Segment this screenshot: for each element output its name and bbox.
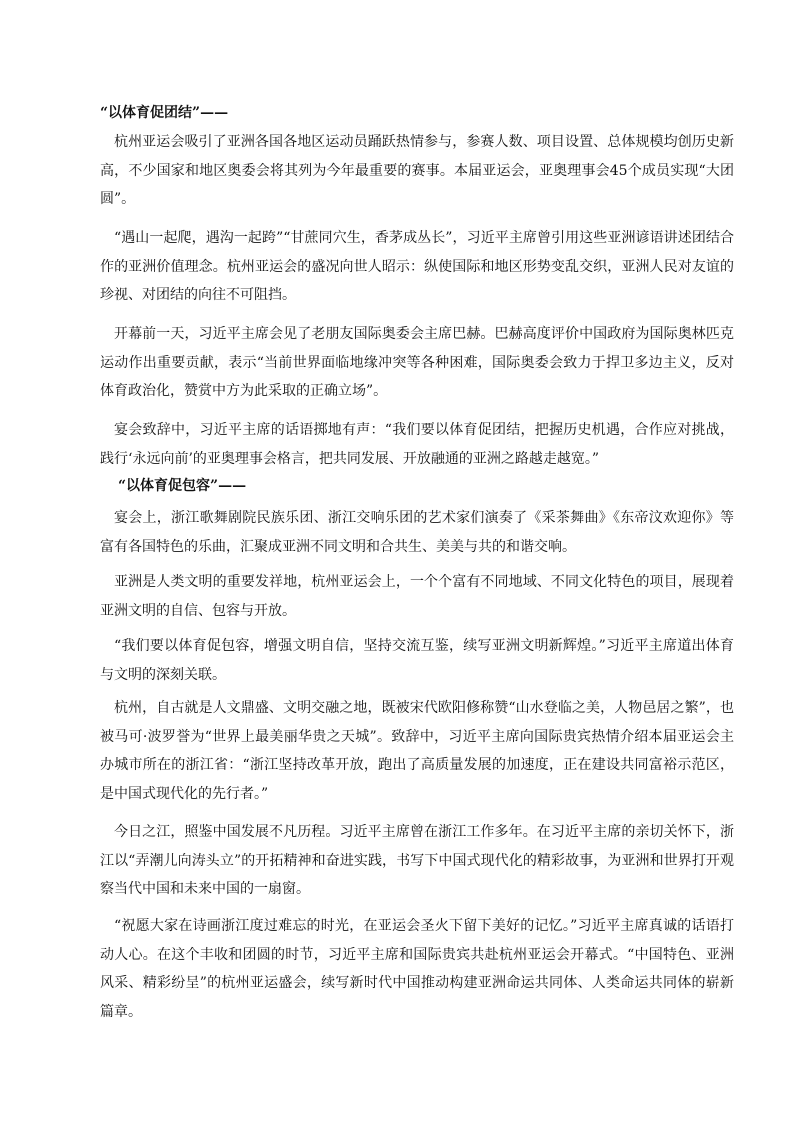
paragraph-sport-and-civilization: “我们要以体育促包容，增强文明自信，坚持交流互鉴，续写亚洲文明新辉煌。”习近平主席道出体育与文明的深刻关联。 [100, 638, 734, 683]
paragraph-banquet-speech-unity: 宴会致辞中，习近平主席的话语掷地有声：“我们要以体育促团结，把握历史机遇，合作应对挑战，践行‘永远向前’的亚奥理事会格言，把共同发展、开放融通的亚洲之路越走越宽。” [100, 422, 734, 467]
paragraph-closing-wishes: “祝愿大家在诗画浙江度过难忘的时光，在亚运会圣火下留下美好的记忆。”习近平主席真诚的话语打动人心。在这个丰收和团圆的时节，习近平主席和国际贵宾共赴杭州亚运会开幕式。“中国特色、亚洲风采、精彩纷呈”的杭州亚运盛会，续写新时代中国推动构建亚洲命运共同体、人类命运共同体的崭新篇章。 [100, 918, 734, 1020]
section-heading-unity: “以体育促团结”—— [100, 105, 229, 121]
paragraph-zhejiang-development: 今日之江，照鉴中国发展不凡历程。习近平主席曾在浙江工作多年。在习近平主席的亲切关怀下，浙江以“弄潮儿向涛头立”的开拓精神和奋进实践，书写下中国式现代化的精彩故事，为亚洲和世界打开观察当代中国和未来中国的一扇窗。 [100, 824, 734, 897]
paragraph-asian-games-participation: 杭州亚运会吸引了亚洲各国各地区运动员踊跃热情参与，参赛人数、项目设置、总体规模均创历史新高，不少国家和地区奥委会将其列为今年最重要的赛事。本届亚运会，亚奥理事会45个成员实现“大团圆”。 [100, 134, 734, 207]
paragraph-meeting-bach: 开幕前一天，习近平主席会见了老朋友国际奥委会主席巴赫。巴赫高度评价中国政府为国际奥林匹克运动作出重要贡献，表示“当前世界面临地缘冲突等各种困难，国际奥委会致力于捍卫多边主义，反对体育政治化，赞赏中方为此采取的正确立场”。 [100, 326, 734, 399]
section-heading-inclusiveness: “以体育促包容”—— [118, 478, 247, 494]
paragraph-banquet-music: 宴会上，浙江歌舞剧院民族乐团、浙江交响乐团的艺术家们演奏了《采茶舞曲》《东帝汶欢迎你》等富有各国特色的乐曲，汇聚成亚洲不同文明和合共生、美美与共的和谐交响。 [100, 510, 734, 555]
paragraph-hangzhou-zhejiang: 杭州，自古就是人文鼎盛、文明交融之地，既被宋代欧阳修称赞“山水登临之美，人物邑居之繁”，也被马可·波罗誉为“世界上最美丽华贵之天城”。致辞中，习近平主席向国际贵宾热情介绍本届亚运会主办城市所在的浙江省：“浙江坚持改革开放，跑出了高质量发展的加速度，正在建设共同富裕示范区，是中国式现代化的先行者。” [100, 700, 734, 802]
paragraph-asian-civilization: 亚洲是人类文明的重要发祥地，杭州亚运会上，一个个富有不同地域、不同文化特色的项目，展现着亚洲文明的自信、包容与开放。 [100, 574, 734, 619]
paragraph-asian-proverbs: “遇山一起爬，遇沟一起跨”“甘蔗同穴生，香茅成丛长”，习近平主席曾引用这些亚洲谚语讲述团结合作的亚洲价值理念。杭州亚运会的盛况向世人昭示：纵使国际和地区形势变乱交织，亚洲人民对友谊的珍视、对团结的向往不可阻挡。 [100, 230, 734, 303]
